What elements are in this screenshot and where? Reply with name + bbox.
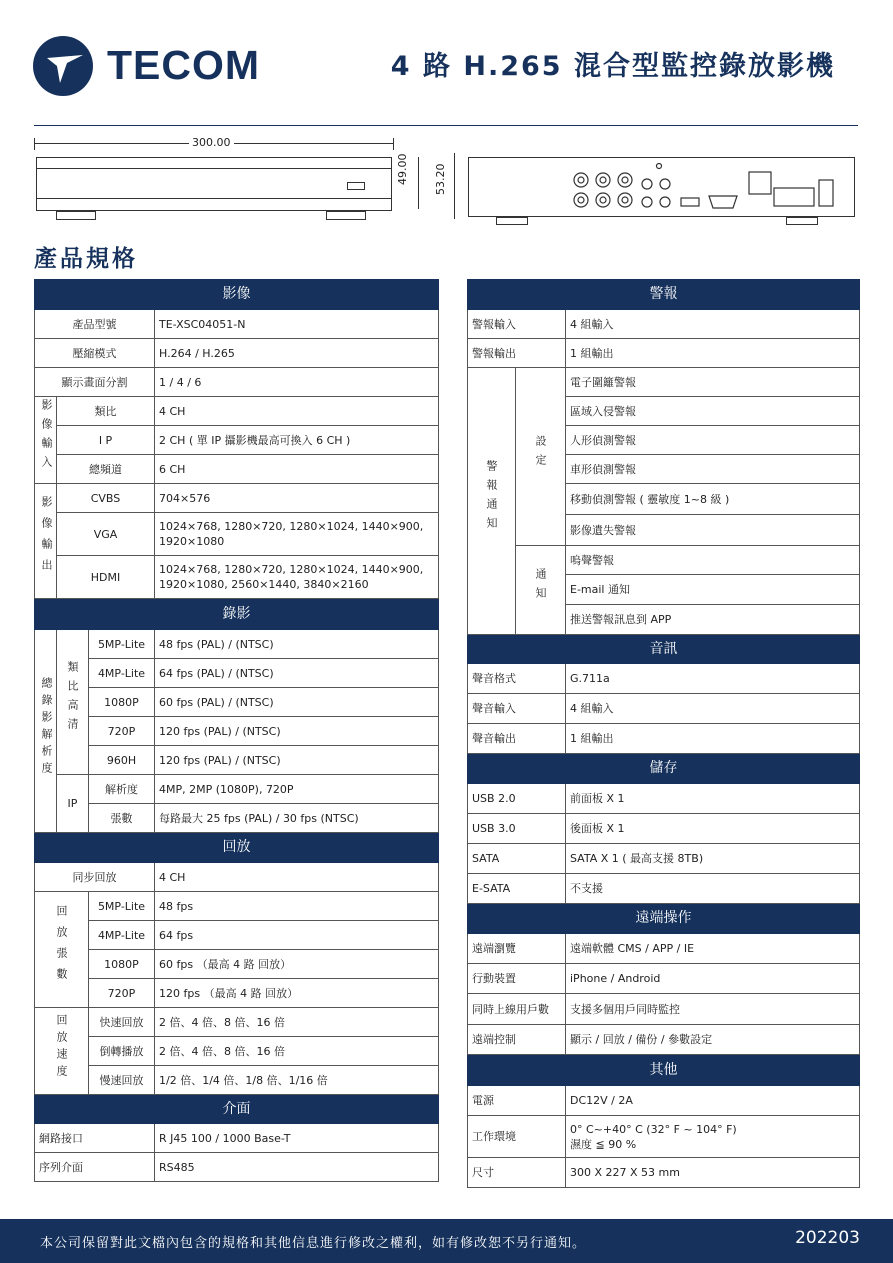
playback-speed-label: 快速回放: [89, 1008, 155, 1037]
group-analog-hd: [57, 630, 89, 775]
value-ip-res: 4MP, 2MP (1080P), 720P: [155, 775, 439, 804]
section-header-storage: 儲存: [468, 754, 860, 784]
value-hdmi-line1: 1024×768, 1280×720, 1280×1024, 1440×900,: [159, 563, 424, 576]
section-header-video: 影像: [35, 280, 439, 310]
spec-table-left: [34, 279, 439, 1182]
footer-version-code: 202203: [795, 1228, 860, 1248]
alarm-setting-item: 電子圍籬警報: [566, 368, 860, 397]
alarm-setting-item: 移動偵測警報 ( 靈敏度 1~8 級 ): [566, 484, 860, 515]
group-alarm-notify: [468, 368, 516, 635]
group-playback-frames-text: 回放張數: [55, 904, 68, 989]
label-usb3: USB 3.0: [468, 814, 566, 844]
usb-port-icon: [347, 182, 365, 190]
label-compress: 壓縮模式: [35, 339, 155, 368]
playback-frames-label: 4MP-Lite: [89, 921, 155, 950]
group-ip: IP: [57, 775, 89, 833]
label-ip: I P: [57, 426, 155, 455]
playback-frames-value: 64 fps: [155, 921, 439, 950]
value-sata: SATA X 1 ( 最高支援 8TB): [566, 844, 860, 874]
group-video-input: [35, 397, 57, 484]
value-serial: RS485: [155, 1153, 439, 1182]
group-playback-frames: [35, 892, 89, 1008]
record-value: 60 fps (PAL) / (NTSC): [155, 688, 439, 717]
group-video-output: [35, 484, 57, 599]
label-audio-format: 聲音格式: [468, 664, 566, 694]
alarm-setting-item: 人形偵測警報: [566, 426, 860, 455]
value-mobile: iPhone / Android: [566, 964, 860, 994]
value-environment: [566, 1116, 860, 1158]
group-analog-hd-text: 類比高清: [66, 661, 79, 737]
label-environment: 工作環境: [468, 1116, 566, 1158]
label-hdmi: HDMI: [57, 556, 155, 599]
value-vga-line2: 1920×1080: [159, 535, 225, 548]
playback-frames-value: 60 fps （最高 4 路 回放）: [155, 950, 439, 979]
record-label: 720P: [89, 717, 155, 746]
value-sync: 4 CH: [155, 863, 439, 892]
label-remote-browse: 遠端瀏覽: [468, 934, 566, 964]
value-esata: 不支援: [566, 874, 860, 904]
record-label: 1080P: [89, 688, 155, 717]
height-dimension-2: 53.20: [434, 163, 447, 195]
label-usb2: USB 2.0: [468, 784, 566, 814]
group-playback-speed-text: 回放速度: [55, 1014, 68, 1082]
label-esata: E-SATA: [468, 874, 566, 904]
value-network: R J45 100 / 1000 Base-T: [155, 1124, 439, 1153]
value-environment-humidity: 濕度 ≦ 90 %: [570, 1137, 637, 1151]
label-ip-res: 解析度: [89, 775, 155, 804]
value-usb3: 後面板 X 1: [566, 814, 860, 844]
front-panel: [36, 157, 392, 211]
record-value: 64 fps (PAL) / (NTSC): [155, 659, 439, 688]
value-vga-line1: 1024×768, 1280×720, 1280×1024, 1440×900,: [159, 520, 424, 533]
label-remote-control: 遠端控制: [468, 1025, 566, 1055]
record-value: 48 fps (PAL) / (NTSC): [155, 630, 439, 659]
label-cvbs: CVBS: [57, 484, 155, 513]
value-power: DC12V / 2A: [566, 1086, 860, 1116]
value-hdmi: [155, 556, 439, 599]
value-audio-format: G.711a: [566, 664, 860, 694]
value-remote-browse: 遠端軟體 CMS / APP / IE: [566, 934, 860, 964]
label-network: 網路接口: [35, 1124, 155, 1153]
rear-panel: [468, 157, 855, 217]
value-total: 6 CH: [155, 455, 439, 484]
record-label: 4MP-Lite: [89, 659, 155, 688]
section-header-interface: 介面: [35, 1095, 439, 1124]
value-ip-frames: 每路最大 25 fps (PAL) / 30 fps (NTSC): [155, 804, 439, 833]
width-dimension: 300.00: [189, 136, 234, 149]
value-users: 支援多個用戶同時監控: [566, 994, 860, 1025]
label-model: 產品型號: [35, 310, 155, 339]
alarm-setting-item: 影像遺失警報: [566, 515, 860, 546]
value-hdmi-line2: 1920×1080, 2560×1440, 3840×2160: [159, 578, 369, 591]
group-playback-speed: [35, 1008, 89, 1095]
label-analog: 類比: [57, 397, 155, 426]
footer-disclaimer: 本公司保留對此文檔內包含的規格和其他信息進行修改之權利，如有修改恕不另行通知。: [40, 1236, 587, 1251]
record-value: 120 fps (PAL) / (NTSC): [155, 717, 439, 746]
group-record-res: [35, 630, 57, 833]
label-sata: SATA: [468, 844, 566, 874]
label-size: 尺寸: [468, 1158, 566, 1188]
record-value: 120 fps (PAL) / (NTSC): [155, 746, 439, 775]
record-label: 5MP-Lite: [89, 630, 155, 659]
group-alarm-setting-text: 設定: [534, 434, 547, 473]
group-alarm-notice-text: 通知: [534, 568, 547, 606]
playback-frames-label: 720P: [89, 979, 155, 1008]
label-alarm-in: 警報輸入: [468, 310, 566, 339]
value-alarm-out: 1 組輸出: [566, 339, 860, 368]
value-size: 300 X 227 X 53 mm: [566, 1158, 860, 1188]
value-ip: 2 CH ( 單 IP 攝影機最高可換入 6 CH ): [155, 426, 439, 455]
group-record-res-text: 總錄影解析度: [40, 677, 53, 779]
alarm-notice-item: E-mail 通知: [566, 575, 860, 605]
section-header-alarm: 警報: [468, 280, 860, 310]
label-vga: VGA: [57, 513, 155, 556]
label-serial: 序列介面: [35, 1153, 155, 1182]
value-alarm-in: 4 組輸入: [566, 310, 860, 339]
label-audio-in: 聲音輸入: [468, 694, 566, 724]
group-alarm-notify-text: 警報通知: [485, 460, 498, 536]
playback-frames-label: 5MP-Lite: [89, 892, 155, 921]
playback-speed-value: 1/2 倍、1/4 倍、1/8 倍、1/16 倍: [155, 1066, 439, 1095]
section-header-playback: 回放: [35, 833, 439, 863]
rear-view-drawing: [466, 155, 858, 230]
section-header-remote: 遠端操作: [468, 904, 860, 934]
alarm-notice-item: 嗚聲警報: [566, 546, 860, 575]
value-environment-temp: 0° C~+40° C (32° F ~ 104° F): [570, 1122, 737, 1136]
label-power: 電源: [468, 1086, 566, 1116]
tecom-logo: [33, 36, 273, 96]
value-compress: H.264 / H.265: [155, 339, 439, 368]
section-title: 產品規格: [34, 246, 138, 272]
label-total: 總頻道: [57, 455, 155, 484]
playback-frames-value: 120 fps （最高 4 路 回放）: [155, 979, 439, 1008]
group-video-input-text: 影像輸入: [40, 399, 53, 475]
label-users: 同時上線用戶數: [468, 994, 566, 1025]
header-divider: [34, 125, 858, 126]
playback-frames-value: 48 fps: [155, 892, 439, 921]
brand-name: TECOM: [107, 42, 261, 88]
playback-speed-label: 倒轉播放: [89, 1037, 155, 1066]
section-header-record: 錄影: [35, 599, 439, 630]
section-header-audio: 音訊: [468, 635, 860, 664]
spec-table-right: [467, 279, 860, 1188]
document-title: 4 路 H.265 混合型監控錄放影機: [390, 51, 835, 82]
label-mobile: 行動裝置: [468, 964, 566, 994]
value-split: 1 / 4 / 6: [155, 368, 439, 397]
alarm-setting-item: 區域入侵警報: [566, 397, 860, 426]
group-alarm-setting: [516, 368, 566, 546]
alarm-setting-item: 車形偵測警報: [566, 455, 860, 484]
label-audio-out: 聲音輸出: [468, 724, 566, 754]
playback-speed-value: 2 倍、4 倍、8 倍、16 倍: [155, 1037, 439, 1066]
label-sync: 同步回放: [35, 863, 155, 892]
section-header-other: 其他: [468, 1055, 860, 1086]
logo-emblem-icon: [33, 36, 93, 96]
value-audio-in: 4 組輸入: [566, 694, 860, 724]
value-usb2: 前面板 X 1: [566, 784, 860, 814]
front-view-drawing: [34, 135, 454, 235]
value-remote-control: 顯示 / 回放 / 備份 / 參數設定: [566, 1025, 860, 1055]
group-alarm-notice: [516, 546, 566, 635]
group-video-output-text: 影像輸出: [40, 496, 53, 580]
height-dimension-1: 49.00: [396, 153, 409, 185]
alarm-notice-item: 推送警報訊息到 APP: [566, 605, 860, 635]
value-audio-out: 1 組輸出: [566, 724, 860, 754]
value-cvbs: 704×576: [155, 484, 439, 513]
playback-speed-value: 2 倍、4 倍、8 倍、16 倍: [155, 1008, 439, 1037]
value-vga: [155, 513, 439, 556]
label-alarm-out: 警報輸出: [468, 339, 566, 368]
value-analog: 4 CH: [155, 397, 439, 426]
record-label: 960H: [89, 746, 155, 775]
playback-speed-label: 慢速回放: [89, 1066, 155, 1095]
label-split: 顯示畫面分割: [35, 368, 155, 397]
value-model: TE-XSC04051-N: [155, 310, 439, 339]
playback-frames-label: 1080P: [89, 950, 155, 979]
label-ip-frames: 張數: [89, 804, 155, 833]
